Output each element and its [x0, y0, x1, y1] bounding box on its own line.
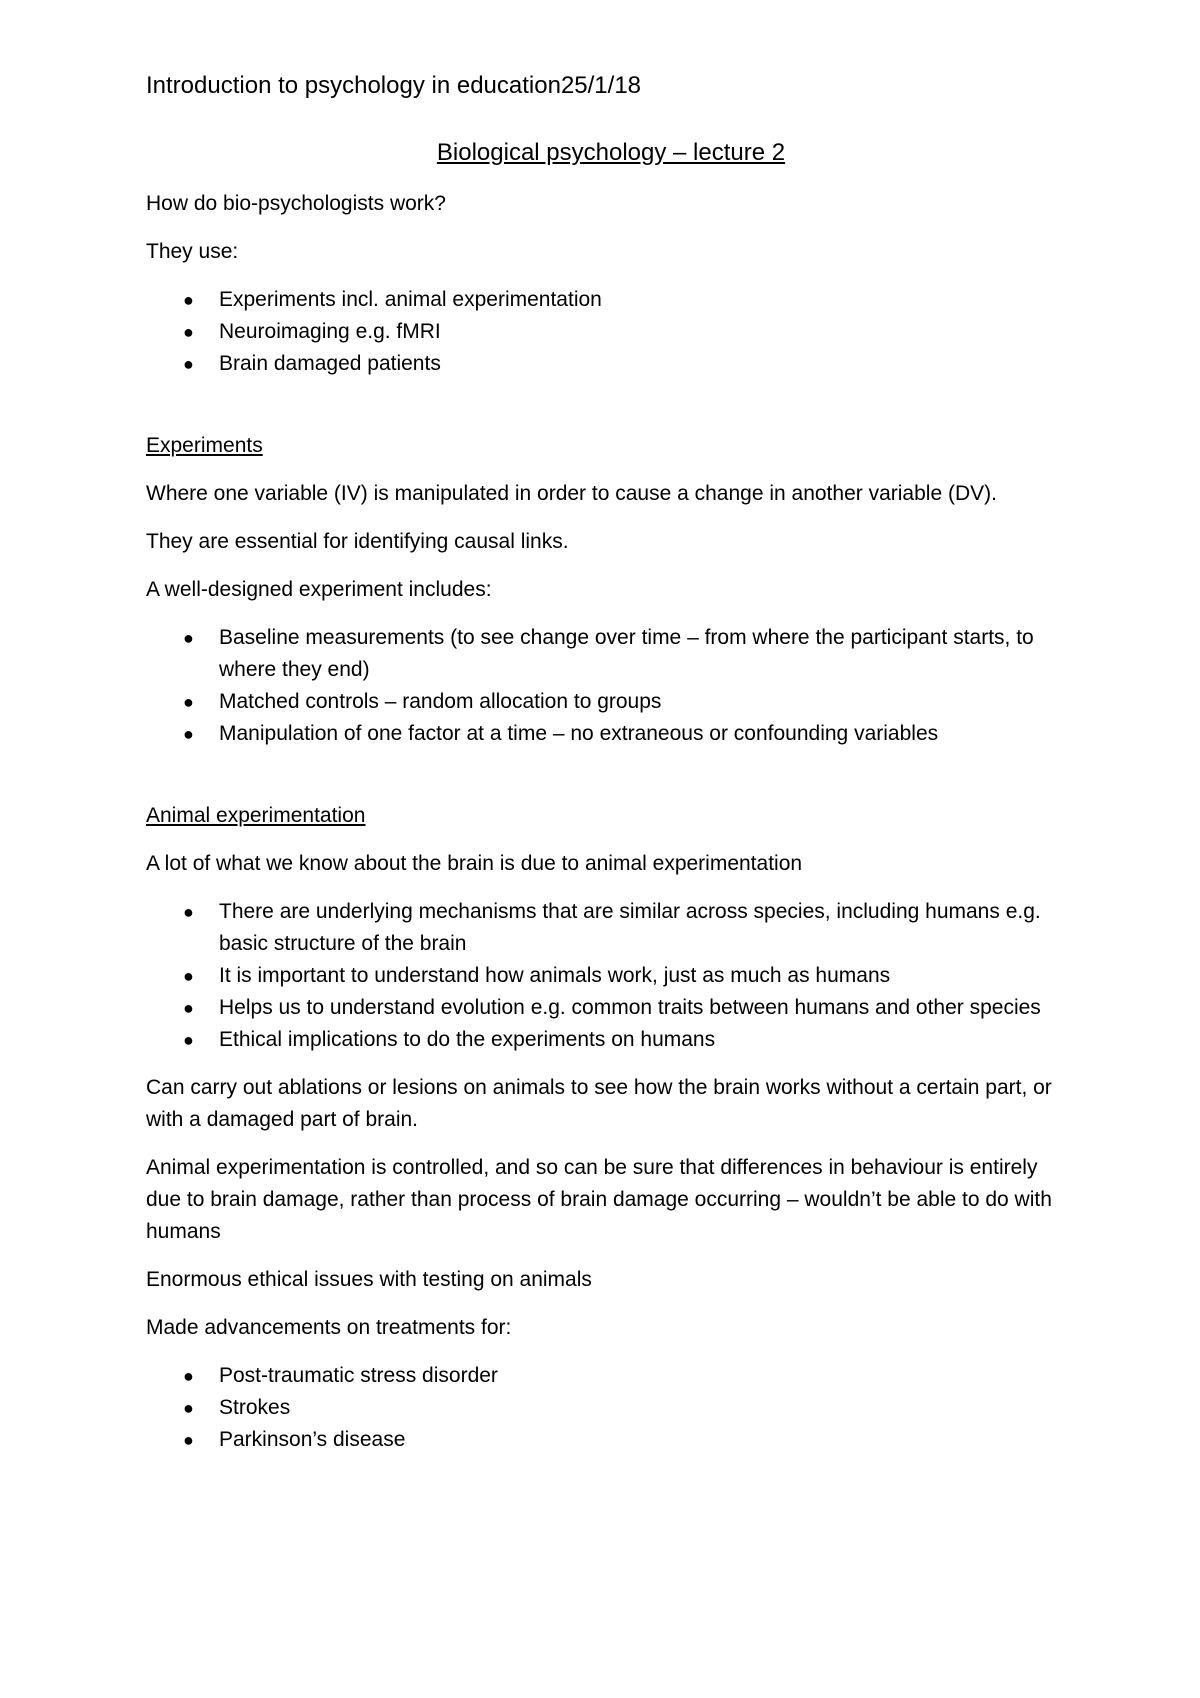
treatments-list [146, 1360, 1076, 1456]
bullet-icon: ● [183, 965, 194, 986]
intro-lead: They use: [146, 239, 239, 263]
list-item: ● Manipulation of one factor at a time – no extraneous or confounding variables [219, 718, 1076, 750]
animal-list [146, 896, 1076, 1056]
lecture-subtitle-text: Biological psychology – lecture 2 [436, 138, 786, 166]
list-item: ● Ethical implications to do the experiments on humans [219, 1024, 1076, 1056]
animal-treatments-lead: Made advancements on treatments for: [146, 1315, 512, 1339]
bullet-icon: ● [183, 321, 194, 342]
bullet-icon: ● [183, 289, 194, 310]
list-item: ● Neuroimaging e.g. fMRI [219, 316, 1076, 348]
bullet-icon: ● [183, 901, 194, 922]
document-page [146, 72, 1076, 1472]
experiments-heading: Experiments [146, 433, 263, 457]
bullet-icon: ● [183, 353, 194, 374]
animal-ablations: Can carry out ablations or lesions on animals to see how the brain works without a certain part, or with a damaged part of brain. [146, 1075, 1052, 1131]
bullet-icon: ● [183, 997, 194, 1018]
list-item: ● Baseline measurements (to see change over time – from where the participant starts, to where they end) [219, 622, 1076, 686]
intro-list [146, 284, 1076, 380]
list-item: ● Experiments incl. animal experimentation [219, 284, 1076, 316]
bullet-icon: ● [183, 627, 194, 648]
bullet-icon: ● [183, 1029, 194, 1050]
bullet-icon: ● [183, 1397, 194, 1418]
animal-controlled: Animal experimentation is controlled, and so can be sure that differences in behaviour is entirely due to brain damage, rather than process of brain damage occurring – wouldn’t be able to do with humans [146, 1155, 1052, 1243]
bullet-icon: ● [183, 1365, 194, 1386]
list-item: ● There are underlying mechanisms that are similar across species, including humans e.g. basic structure of the brain [219, 896, 1076, 960]
intro-question: How do bio-psychologists work? [146, 191, 446, 215]
list-item: ● Strokes [219, 1392, 1076, 1424]
document-title: Introduction to psychology in education25/1/18 [146, 72, 642, 99]
experiments-definition: Where one variable (IV) is manipulated in order to cause a change in another variable (DV). [146, 481, 997, 505]
experiments-design-list [146, 622, 1076, 750]
experiments-design-lead: A well-designed experiment includes: [146, 577, 492, 601]
animal-ethics: Enormous ethical issues with testing on animals [146, 1267, 592, 1291]
experiments-causal: They are essential for identifying causal links. [146, 529, 569, 553]
list-item: ● Matched controls – random allocation to groups [219, 686, 1076, 718]
list-item: ● Helps us to understand evolution e.g. common traits between humans and other species [219, 992, 1076, 1024]
lecture-subtitle [146, 139, 1076, 168]
bullet-icon: ● [183, 1429, 194, 1450]
list-item: ● It is important to understand how animals work, just as much as humans [219, 960, 1076, 992]
bullet-icon: ● [183, 723, 194, 744]
bullet-icon: ● [183, 691, 194, 712]
animal-intro: A lot of what we know about the brain is due to animal experimentation [146, 851, 803, 875]
animal-heading: Animal experimentation [146, 803, 366, 827]
list-item: ● Brain damaged patients [219, 348, 1076, 380]
list-item: ● Parkinson’s disease [219, 1424, 1076, 1456]
list-item: ● Post-traumatic stress disorder [219, 1360, 1076, 1392]
